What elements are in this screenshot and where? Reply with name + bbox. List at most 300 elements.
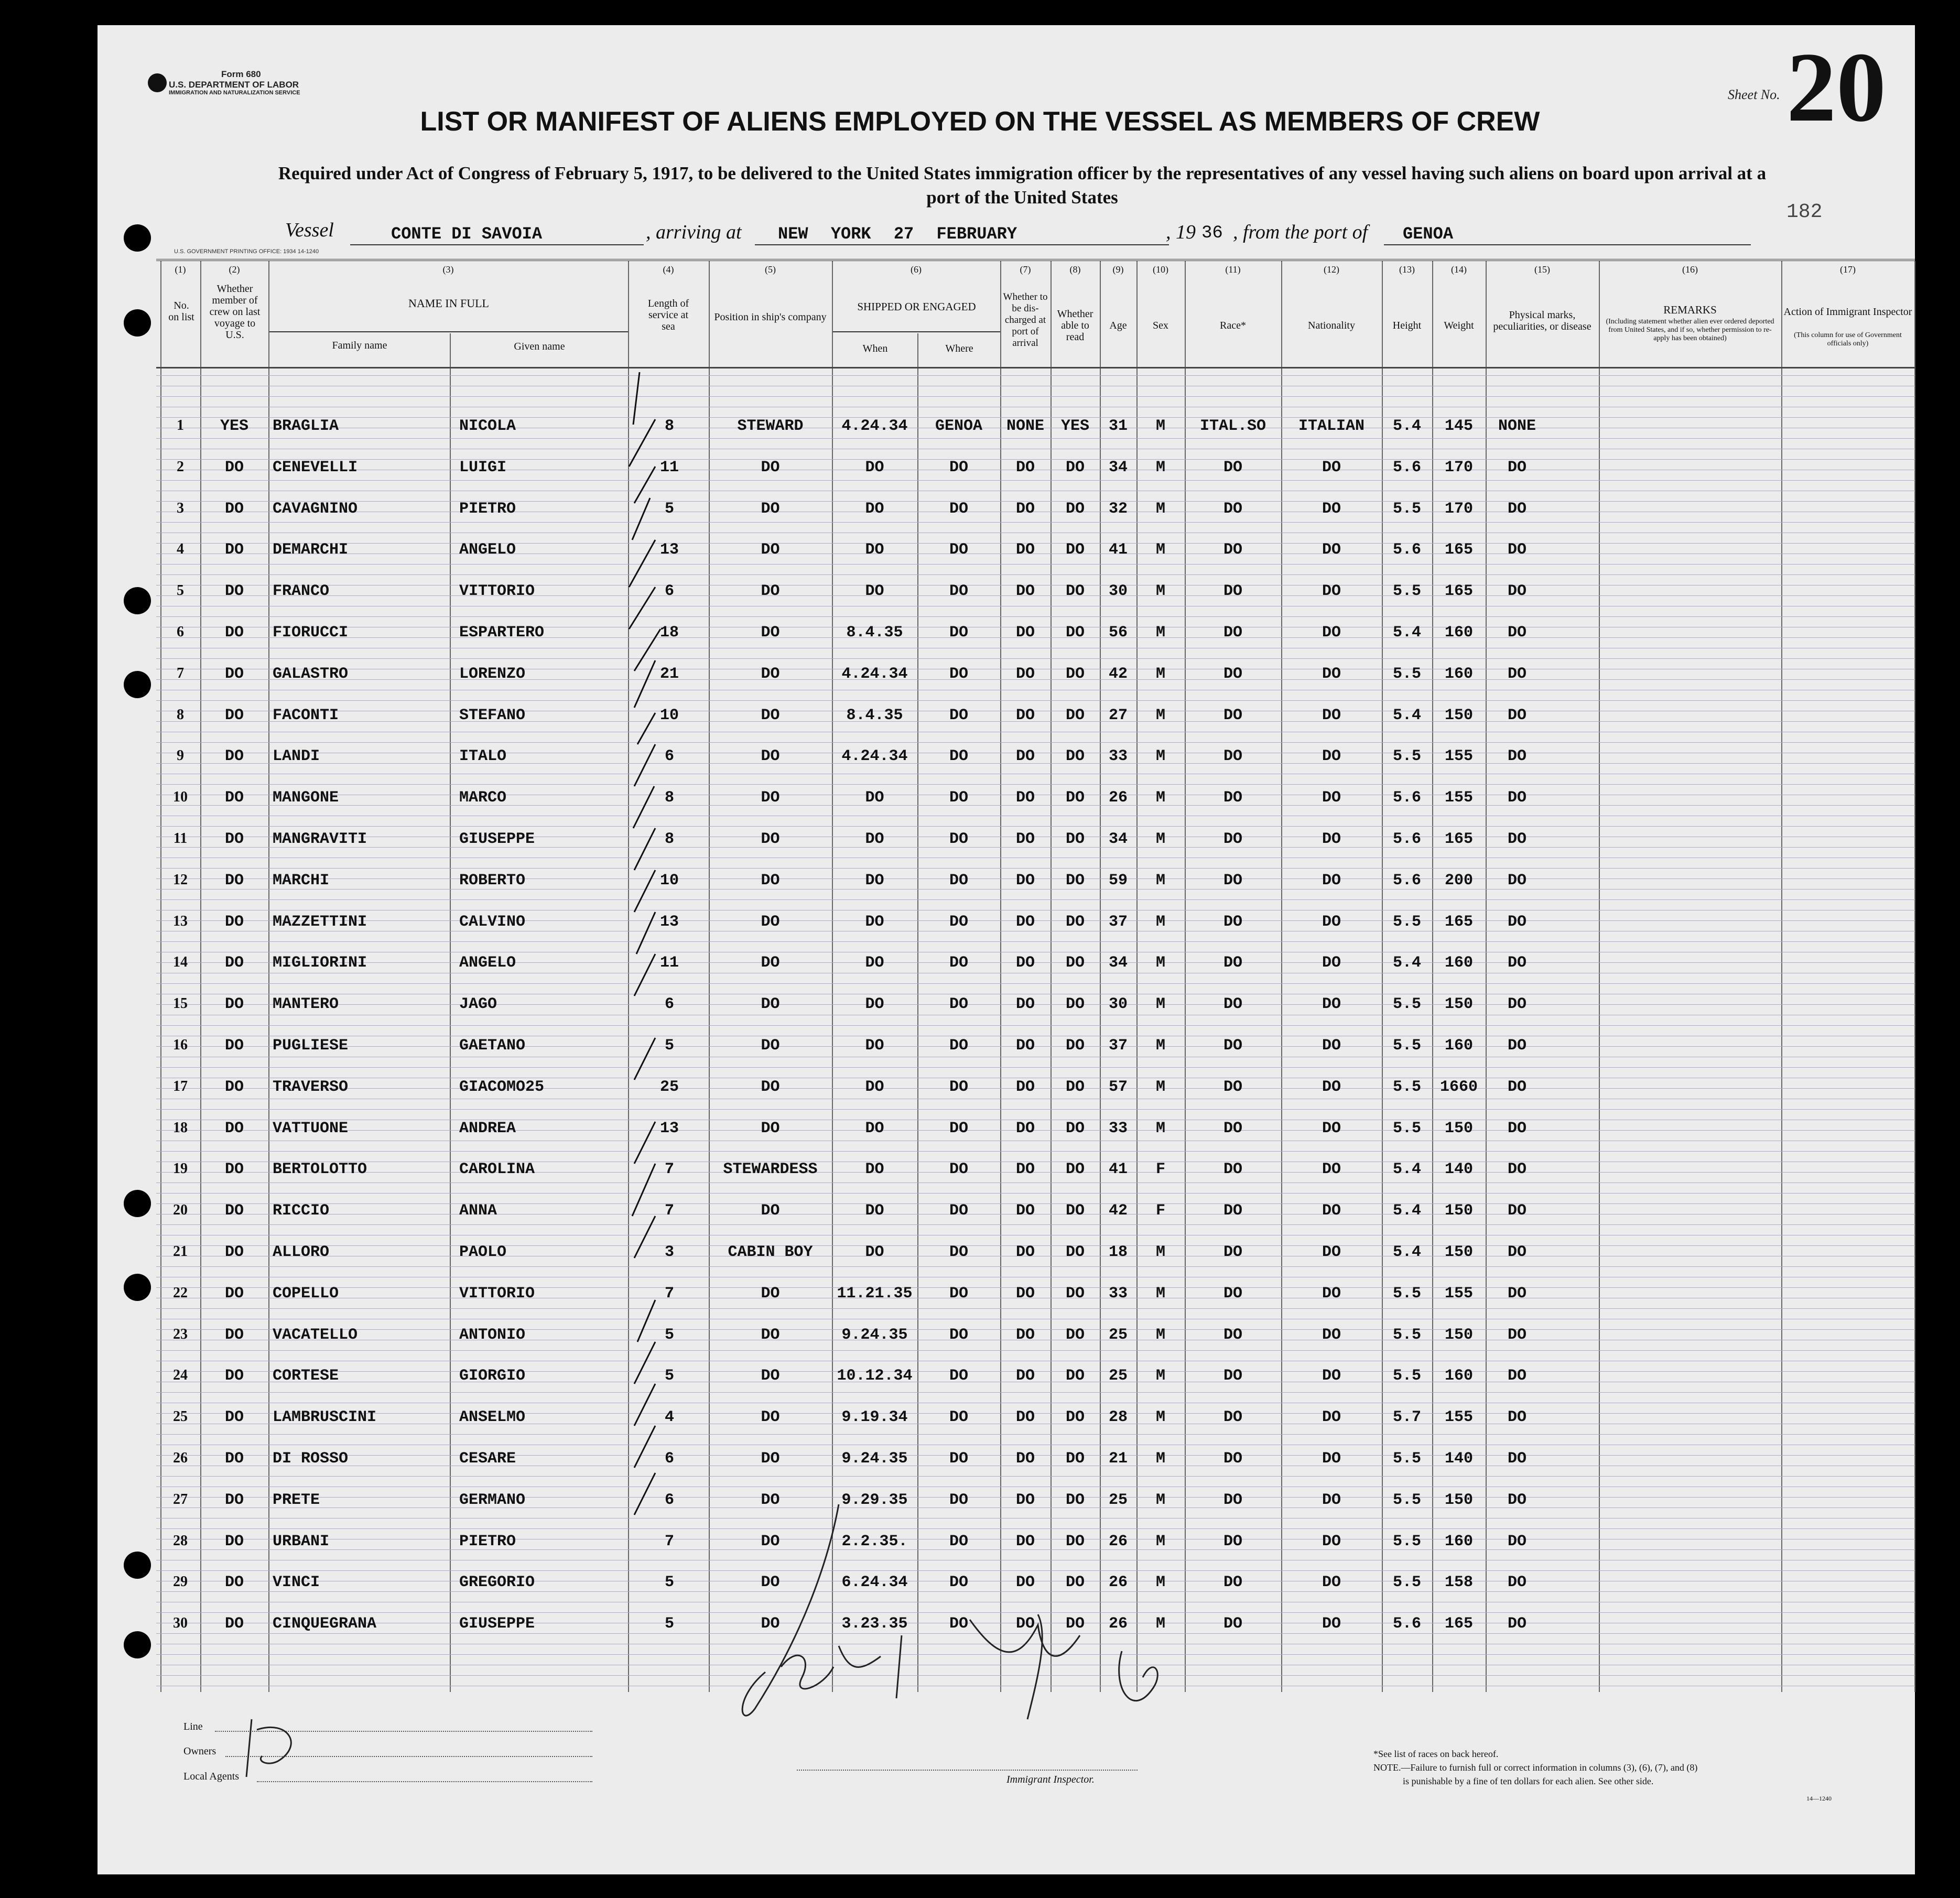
cell-marks: DO — [1507, 995, 1526, 1013]
header-height: Height — [1392, 320, 1422, 331]
cell-position: CABIN BOY — [728, 1243, 813, 1261]
cell-position: DO — [761, 624, 780, 642]
cell-no: 1 — [177, 417, 184, 433]
cell-race: DO — [1223, 747, 1242, 765]
cell-sex: M — [1155, 1615, 1165, 1633]
shipped-header-rule — [833, 331, 1000, 332]
department-name: U.S. DEPARTMENT OF LABOR — [169, 79, 299, 90]
cell-where: DO — [949, 1202, 968, 1220]
cell-given: MARCO — [459, 789, 507, 807]
cell-member: DO — [224, 1367, 244, 1385]
header-given-name: Given name — [514, 341, 565, 352]
cell-length: 7 — [664, 1161, 674, 1178]
cell-sex: M — [1155, 1326, 1165, 1344]
cell-position: DO — [761, 1120, 780, 1137]
cell-read: DO — [1065, 830, 1085, 848]
header-nationality: Nationality — [1308, 320, 1355, 331]
cell-marks: DO — [1507, 665, 1526, 683]
cell-race: DO — [1223, 1491, 1242, 1509]
cell-position: DO — [761, 582, 780, 600]
header-position: Position in ship's company — [714, 311, 827, 323]
cell-where: DO — [949, 707, 968, 724]
header-able-read: Whether able to read — [1057, 308, 1093, 343]
cell-no: 5 — [177, 582, 184, 599]
cell-member: DO — [224, 541, 244, 559]
cell-given: JAGO — [459, 995, 497, 1013]
cell-sex: M — [1155, 582, 1165, 600]
cell-age: 59 — [1108, 872, 1128, 890]
cell-sex: M — [1155, 1533, 1165, 1550]
cell-weight: 160 — [1444, 954, 1473, 972]
column-number: (4) — [663, 264, 674, 275]
cell-height: 5.5 — [1392, 1533, 1421, 1550]
agent-initials — [231, 1709, 315, 1793]
cell-no: 23 — [173, 1326, 188, 1342]
inspector-signature-line — [797, 1770, 1138, 1771]
cell-length: 3 — [664, 1243, 674, 1261]
cell-sex: M — [1155, 459, 1165, 476]
cell-when: DO — [865, 459, 884, 476]
cell-when: DO — [865, 1078, 884, 1096]
cell-sex: M — [1155, 1367, 1165, 1385]
cell-position: DO — [761, 1533, 780, 1550]
cell-discharge: DO — [1015, 707, 1035, 724]
vessel-name: CONTE DI SAVOIA — [391, 224, 543, 244]
cell-given: VITTORIO — [459, 1285, 535, 1303]
cell-nationality: DO — [1322, 1037, 1341, 1055]
from-label: , from the port of — [1233, 221, 1368, 243]
cell-when: DO — [865, 830, 884, 848]
cell-race: DO — [1223, 500, 1242, 518]
cell-height: 5.4 — [1392, 417, 1421, 435]
cell-age: 26 — [1108, 1533, 1128, 1550]
cell-no: 20 — [173, 1202, 188, 1218]
cell-age: 34 — [1108, 954, 1128, 972]
cell-length: 7 — [664, 1533, 674, 1550]
cell-sex: M — [1155, 995, 1165, 1013]
cell-nationality: DO — [1322, 830, 1341, 848]
cell-weight: 140 — [1444, 1450, 1473, 1468]
cell-no: 27 — [173, 1491, 188, 1507]
cell-member: DO — [224, 1491, 244, 1509]
cell-age: 34 — [1108, 459, 1128, 476]
cell-length: 25 — [659, 1078, 679, 1096]
cell-length: 4 — [664, 1408, 674, 1426]
cell-family: MANGONE — [273, 789, 339, 807]
cell-height: 5.5 — [1392, 995, 1421, 1013]
cell-no: 16 — [173, 1037, 188, 1053]
cell-sex: M — [1155, 1450, 1165, 1468]
cell-given: GIORGIO — [459, 1367, 526, 1385]
cell-family: CAVAGNINO — [273, 500, 358, 518]
cell-given: GIUSEPPE — [459, 830, 535, 848]
cell-age: 26 — [1108, 789, 1128, 807]
cell-race: DO — [1223, 665, 1242, 683]
cell-discharge: DO — [1015, 1615, 1035, 1633]
column-number: (7) — [1020, 264, 1031, 275]
header-length-service: Length of service at sea — [647, 298, 689, 332]
header-action: Action of Immigrant Inspector — [1783, 306, 1912, 318]
cell-no: 12 — [173, 872, 188, 888]
cell-read: DO — [1065, 1161, 1085, 1178]
cell-member: DO — [224, 1243, 244, 1261]
cell-member: DO — [224, 913, 244, 931]
cell-member: DO — [224, 872, 244, 890]
cell-given: GIUSEPPE — [459, 1615, 535, 1633]
cell-family: CORTESE — [273, 1367, 339, 1385]
cell-marks: DO — [1507, 624, 1526, 642]
cell-nationality: DO — [1322, 1285, 1341, 1303]
table-row — [0, 1024, 1960, 1065]
department-seal-dot — [148, 73, 167, 92]
cell-length: 8 — [664, 789, 674, 807]
cell-marks: DO — [1507, 954, 1526, 972]
cell-given: GAETANO — [459, 1037, 526, 1055]
cell-weight: 160 — [1444, 1533, 1473, 1550]
cell-weight: 160 — [1444, 1367, 1473, 1385]
cell-member: DO — [224, 1615, 244, 1633]
column-number: (3) — [442, 264, 454, 275]
cell-read: DO — [1065, 872, 1085, 890]
cell-when: 8.4.35 — [846, 624, 903, 642]
cell-weight: 150 — [1444, 1491, 1473, 1509]
cell-member: DO — [224, 582, 244, 600]
cell-member: DO — [224, 665, 244, 683]
cell-discharge: DO — [1015, 1491, 1035, 1509]
cell-no: 2 — [177, 459, 184, 475]
cell-no: 29 — [173, 1574, 188, 1590]
cell-where: DO — [949, 1161, 968, 1178]
cell-when: 8.4.35 — [846, 707, 903, 724]
cell-discharge: DO — [1015, 1285, 1035, 1303]
owners-label: Owners — [183, 1745, 216, 1757]
header-sex: Sex — [1153, 320, 1168, 331]
cell-weight: 150 — [1444, 995, 1473, 1013]
cell-height: 5.5 — [1392, 1491, 1421, 1509]
cell-member: DO — [224, 954, 244, 972]
column-number: (10) — [1153, 264, 1168, 275]
cell-marks: DO — [1507, 707, 1526, 724]
cell-sex: F — [1155, 1202, 1165, 1220]
table-row — [0, 901, 1960, 941]
cell-marks: DO — [1507, 830, 1526, 848]
cell-when: 2.2.35. — [841, 1533, 908, 1550]
cell-read: DO — [1065, 1615, 1085, 1633]
cell-discharge: DO — [1015, 1161, 1035, 1178]
column-number: (6) — [911, 264, 922, 275]
cell-age: 25 — [1108, 1367, 1128, 1385]
cell-position: DO — [761, 665, 780, 683]
column-number: (1) — [175, 264, 186, 275]
header-weight: Weight — [1444, 320, 1474, 331]
cell-nationality: DO — [1322, 1202, 1341, 1220]
table-row — [0, 818, 1960, 859]
cell-length: 13 — [659, 1120, 679, 1137]
cell-family: TRAVERSO — [273, 1078, 349, 1096]
cell-read: DO — [1065, 500, 1085, 518]
column-number: (5) — [765, 264, 776, 275]
cell-position: DO — [761, 830, 780, 848]
cell-no: 9 — [177, 747, 184, 764]
table-row — [0, 1354, 1960, 1395]
cell-no: 22 — [173, 1285, 188, 1301]
page-title: LIST OR MANIFEST OF ALIENS EMPLOYED ON THE VESSEL AS MEMBERS OF CREW — [420, 106, 1540, 137]
cell-length: 6 — [664, 747, 674, 765]
cell-family: FRANCO — [273, 582, 330, 600]
cell-length: 10 — [659, 872, 679, 890]
cell-discharge: DO — [1015, 1326, 1035, 1344]
cell-read: DO — [1065, 789, 1085, 807]
cell-race: DO — [1223, 624, 1242, 642]
header-remarks-note: (Including statement whether alien ever ordered deported from United States, and if so, whether permission to re-apply has been obtained) — [1606, 318, 1774, 342]
cell-given: PAOLO — [459, 1243, 507, 1261]
cell-race: DO — [1223, 459, 1242, 476]
cell-nationality: DO — [1322, 500, 1341, 518]
cell-length: 5 — [664, 1326, 674, 1344]
cell-marks: DO — [1507, 1408, 1526, 1426]
table-row — [0, 528, 1960, 569]
cell-member: DO — [224, 1078, 244, 1096]
cell-age: 21 — [1108, 1450, 1128, 1468]
cell-family: VINCI — [273, 1574, 320, 1591]
cell-age: 33 — [1108, 747, 1128, 765]
cell-marks: NONE — [1498, 417, 1536, 435]
cell-member: DO — [224, 1161, 244, 1178]
cell-weight: 150 — [1444, 1120, 1473, 1137]
cell-position: DO — [761, 1078, 780, 1096]
cell-height: 5.4 — [1392, 1202, 1421, 1220]
header-action-note: (This column for use of Government officials only) — [1794, 331, 1902, 348]
cell-position: DO — [761, 1367, 780, 1385]
cell-race: DO — [1223, 872, 1242, 890]
cell-race: DO — [1223, 1450, 1242, 1468]
cell-age: 31 — [1108, 417, 1128, 435]
races-note: *See list of races on back hereof. — [1373, 1749, 1499, 1759]
cell-position: DO — [761, 995, 780, 1013]
cell-nationality: DO — [1322, 1367, 1341, 1385]
cell-when: DO — [865, 913, 884, 931]
cell-age: 37 — [1108, 1037, 1128, 1055]
cell-race: DO — [1223, 1408, 1242, 1426]
column-number: (12) — [1324, 264, 1339, 275]
column-number: (8) — [1069, 264, 1081, 275]
cell-weight: 160 — [1444, 1037, 1473, 1055]
cell-given: ANSELMO — [459, 1408, 526, 1426]
cell-age: 18 — [1108, 1243, 1128, 1261]
arriving-label: , arriving at — [646, 221, 742, 243]
cell-given: ESPARTERO — [459, 624, 545, 642]
cell-length: 7 — [664, 1202, 674, 1220]
cell-member: DO — [224, 1285, 244, 1303]
cell-read: DO — [1065, 1450, 1085, 1468]
cell-sex: M — [1155, 1408, 1165, 1426]
cell-read: DO — [1065, 459, 1085, 476]
cell-position: STEWARD — [737, 417, 804, 435]
cell-nationality: DO — [1322, 1491, 1341, 1509]
cell-where: DO — [949, 747, 968, 765]
cell-discharge: DO — [1015, 830, 1035, 848]
cell-length: 5 — [664, 1615, 674, 1633]
cell-discharge: DO — [1015, 541, 1035, 559]
cell-where: DO — [949, 1491, 968, 1509]
cell-discharge: DO — [1015, 789, 1035, 807]
vessel-underline — [350, 244, 644, 245]
cell-no: 18 — [173, 1120, 188, 1136]
cell-discharge: DO — [1015, 995, 1035, 1013]
cell-race: DO — [1223, 582, 1242, 600]
cell-length: 18 — [659, 624, 679, 642]
cell-discharge: NONE — [1006, 417, 1044, 435]
ledger-line — [156, 396, 1915, 397]
inspector-signature — [723, 1499, 1195, 1751]
column-number: (16) — [1682, 264, 1698, 275]
header-discharged: Whether to be dis-charged at port of arrival — [1003, 291, 1048, 349]
cell-discharge: DO — [1015, 1202, 1035, 1220]
cell-weight: 140 — [1444, 1161, 1473, 1178]
cell-weight: 150 — [1444, 1243, 1473, 1261]
cell-given: ROBERTO — [459, 872, 526, 890]
cell-no: 15 — [173, 995, 188, 1012]
cell-given: STEFANO — [459, 707, 526, 724]
cell-sex: M — [1155, 1243, 1165, 1261]
cell-family: MANGRAVITI — [273, 830, 367, 848]
table-row — [0, 1272, 1960, 1313]
cell-length: 6 — [664, 582, 674, 600]
cell-discharge: DO — [1015, 1037, 1035, 1055]
cell-sex: M — [1155, 665, 1165, 683]
cell-given: ANTONIO — [459, 1326, 526, 1344]
cell-given: GREGORIO — [459, 1574, 535, 1591]
cell-marks: DO — [1507, 500, 1526, 518]
cell-height: 5.4 — [1392, 1161, 1421, 1178]
cell-no: 14 — [173, 954, 188, 970]
table-row — [0, 941, 1960, 982]
table-row — [0, 1066, 1960, 1107]
cell-where: DO — [949, 1326, 968, 1344]
cell-height: 5.4 — [1392, 624, 1421, 642]
cell-family: BRAGLIA — [273, 417, 339, 435]
cell-nationality: DO — [1322, 789, 1341, 807]
cell-member: YES — [220, 417, 248, 435]
cell-nationality: DO — [1322, 913, 1341, 931]
cell-family: LANDI — [273, 747, 320, 765]
cell-discharge: DO — [1015, 1120, 1035, 1137]
cell-race: DO — [1223, 1243, 1242, 1261]
cell-length: 5 — [664, 1574, 674, 1591]
cell-discharge: DO — [1015, 1367, 1035, 1385]
cell-age: 34 — [1108, 830, 1128, 848]
header-remarks: REMARKS — [1663, 303, 1717, 316]
cell-given: LORENZO — [459, 665, 526, 683]
column-number: (13) — [1399, 264, 1415, 275]
cell-race: DO — [1223, 1326, 1242, 1344]
cell-member: DO — [224, 1202, 244, 1220]
cell-member: DO — [224, 459, 244, 476]
cell-height: 5.6 — [1392, 541, 1421, 559]
cell-member: DO — [224, 1408, 244, 1426]
cell-member: DO — [224, 995, 244, 1013]
cell-family: PUGLIESE — [273, 1037, 349, 1055]
cell-age: 30 — [1108, 995, 1128, 1013]
cell-member: DO — [224, 500, 244, 518]
cell-given: ANDREA — [459, 1120, 516, 1137]
cell-age: 41 — [1108, 541, 1128, 559]
cell-where: DO — [949, 459, 968, 476]
cell-where: GENOA — [935, 417, 982, 435]
cell-marks: DO — [1507, 872, 1526, 890]
cell-where: DO — [949, 1120, 968, 1137]
cell-age: 25 — [1108, 1491, 1128, 1509]
cell-sex: M — [1155, 1078, 1165, 1096]
header-family-name: Family name — [332, 340, 387, 351]
cell-when: DO — [865, 582, 884, 600]
cell-nationality: DO — [1322, 459, 1341, 476]
column-number: (15) — [1534, 264, 1550, 275]
cell-sex: M — [1155, 872, 1165, 890]
local-agents-label: Local Agents — [183, 1771, 240, 1782]
cell-marks: DO — [1507, 789, 1526, 807]
header-when: When — [862, 343, 888, 354]
punch-hole — [124, 224, 151, 252]
cell-read: DO — [1065, 1326, 1085, 1344]
cell-height: 5.4 — [1392, 1243, 1421, 1261]
header-where: Where — [945, 343, 973, 354]
table-row — [0, 1396, 1960, 1437]
cell-height: 5.5 — [1392, 1326, 1421, 1344]
cell-height: 5.5 — [1392, 500, 1421, 518]
cell-when: DO — [865, 1037, 884, 1055]
cell-family: GALASTRO — [273, 665, 349, 683]
cell-family: RICCIO — [273, 1202, 330, 1220]
cell-weight: 145 — [1444, 417, 1473, 435]
cell-position: DO — [761, 913, 780, 931]
cell-race: DO — [1223, 954, 1242, 972]
failure-note-line-1: NOTE.—Failure to furnish full or correct information in columns (3), (6), (7), and (8) — [1373, 1762, 1698, 1773]
cell-age: 32 — [1108, 500, 1128, 518]
cell-family: PRETE — [273, 1491, 320, 1509]
cell-age: 56 — [1108, 624, 1128, 642]
cell-when: 4.24.34 — [841, 417, 908, 435]
cell-age: 26 — [1108, 1615, 1128, 1633]
cell-no: 17 — [173, 1078, 188, 1094]
cell-weight: 155 — [1444, 747, 1473, 765]
cell-nationality: ITALIAN — [1298, 417, 1365, 435]
cell-member: DO — [224, 830, 244, 848]
cell-nationality: DO — [1322, 1326, 1341, 1344]
cell-position: DO — [761, 789, 780, 807]
cell-where: DO — [949, 1533, 968, 1550]
cell-member: DO — [224, 1574, 244, 1591]
cell-length: 8 — [664, 830, 674, 848]
cell-when: DO — [865, 1202, 884, 1220]
cell-position: DO — [761, 500, 780, 518]
cell-nationality: DO — [1322, 1408, 1341, 1426]
cell-weight: 150 — [1444, 707, 1473, 724]
cell-position: DO — [761, 872, 780, 890]
cell-read: DO — [1065, 1367, 1085, 1385]
cell-given: NICOLA — [459, 417, 516, 435]
cell-read: DO — [1065, 1285, 1085, 1303]
column-number: (11) — [1225, 264, 1241, 275]
cell-family: FACONTI — [273, 707, 339, 724]
subtitle-line-1: Required under Act of Congress of February 5, 1917, to be delivered to the United States immigration officer by the representatives of any vessel having such aliens on board upon arrival at a — [278, 163, 1767, 183]
cell-when: 11.21.35 — [837, 1285, 913, 1303]
cell-given: GERMANO — [459, 1491, 526, 1509]
cell-member: DO — [224, 624, 244, 642]
cell-position: STEWARDESS — [723, 1161, 818, 1178]
cell-where: DO — [949, 872, 968, 890]
cell-race: DO — [1223, 1615, 1242, 1633]
